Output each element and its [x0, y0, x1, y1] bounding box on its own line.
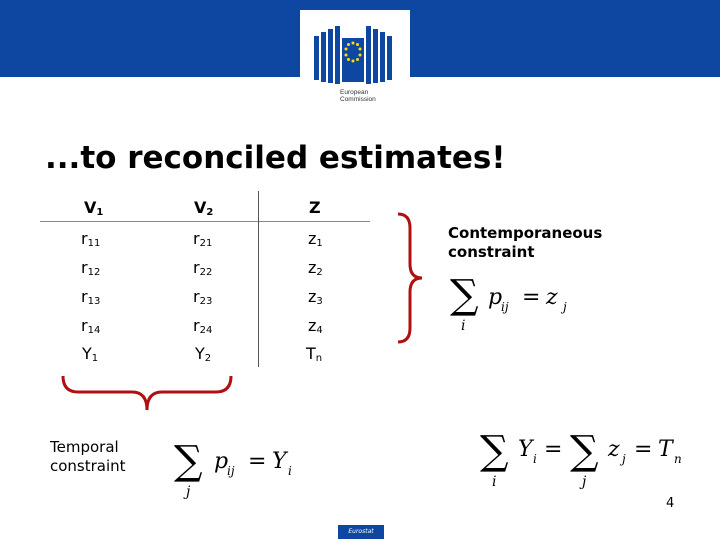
table-cell: $z_2$ — [308, 258, 323, 278]
table-cell: $r_{24}$ — [193, 316, 213, 336]
contemporaneous-label-line2: constraint — [448, 243, 535, 261]
logo-text-line2: Commission — [340, 96, 376, 102]
svg-text:n: n — [674, 452, 682, 466]
svg-text:=: = — [522, 285, 541, 310]
svg-text:ij: ij — [501, 300, 509, 314]
svg-text:z: z — [608, 437, 620, 462]
table-cell: $Y_1$ — [82, 344, 99, 364]
sum-symbol: ∑ — [174, 438, 203, 484]
sum-symbol: ∑ — [570, 428, 599, 474]
contemporaneous-label-line1: Contemporaneous — [448, 224, 603, 242]
contemporaneous-brace — [396, 212, 426, 344]
total-formula — [478, 420, 693, 492]
svg-text:i: i — [492, 474, 497, 490]
svg-text:i: i — [288, 464, 292, 478]
table-header-v2: $V_2$ — [194, 198, 214, 218]
table-cell: $r_{13}$ — [81, 287, 101, 307]
logo-text-line1: European — [340, 89, 369, 96]
temporal-label — [50, 438, 126, 476]
svg-text:j: j — [563, 300, 567, 314]
table-cell: $z_1$ — [308, 229, 323, 249]
table-cell: $r_{21}$ — [193, 229, 213, 249]
svg-text:j: j — [582, 474, 587, 490]
svg-text:p: p — [214, 449, 229, 474]
table-cell: $r_{23}$ — [193, 287, 213, 307]
european-commission-logo — [300, 10, 410, 102]
svg-text:=: = — [544, 437, 563, 462]
temporal-formula — [172, 430, 312, 500]
svg-text:i: i — [533, 452, 537, 466]
svg-text:ij: ij — [227, 464, 235, 478]
table-header-z: Z — [309, 198, 321, 217]
svg-text:=: = — [634, 437, 653, 462]
eurostat-logo: Eurostat — [338, 525, 384, 539]
table-header-v1: $V_1$ — [84, 198, 104, 218]
table-header-divider — [40, 221, 370, 222]
table-column-divider — [258, 191, 259, 367]
temporal-label-line1: Temporal — [50, 438, 119, 456]
svg-text:T: T — [658, 437, 673, 462]
table-cell: $r_{22}$ — [193, 258, 213, 278]
svg-text:Y: Y — [272, 449, 287, 474]
sum-symbol: ∑ — [450, 272, 479, 318]
temporal-label-line2: constraint — [50, 457, 126, 475]
table-cell: $r_{12}$ — [81, 258, 101, 278]
contemporaneous-formula — [448, 268, 588, 334]
page-number: 4 — [666, 496, 675, 511]
svg-text:j: j — [186, 484, 191, 500]
contemporaneous-label — [448, 224, 602, 262]
svg-text:p: p — [488, 285, 503, 310]
svg-text:z: z — [546, 285, 558, 310]
table-cell: $r_{11}$ — [81, 229, 101, 249]
table-cell: $r_{14}$ — [81, 316, 101, 336]
table-cell: $z_3$ — [308, 287, 323, 307]
temporal-brace — [60, 374, 234, 414]
table-cell: $T_n$ — [306, 344, 323, 364]
svg-text:Y: Y — [518, 437, 533, 462]
table-cell: $Y_2$ — [195, 344, 212, 364]
sum-symbol: ∑ — [480, 428, 509, 474]
svg-text:i: i — [461, 318, 466, 334]
svg-text:=: = — [248, 449, 267, 474]
slide-title: ...to reconciled estimates! — [45, 140, 506, 176]
svg-text:j: j — [622, 452, 626, 466]
table-cell: $z_4$ — [308, 316, 323, 336]
